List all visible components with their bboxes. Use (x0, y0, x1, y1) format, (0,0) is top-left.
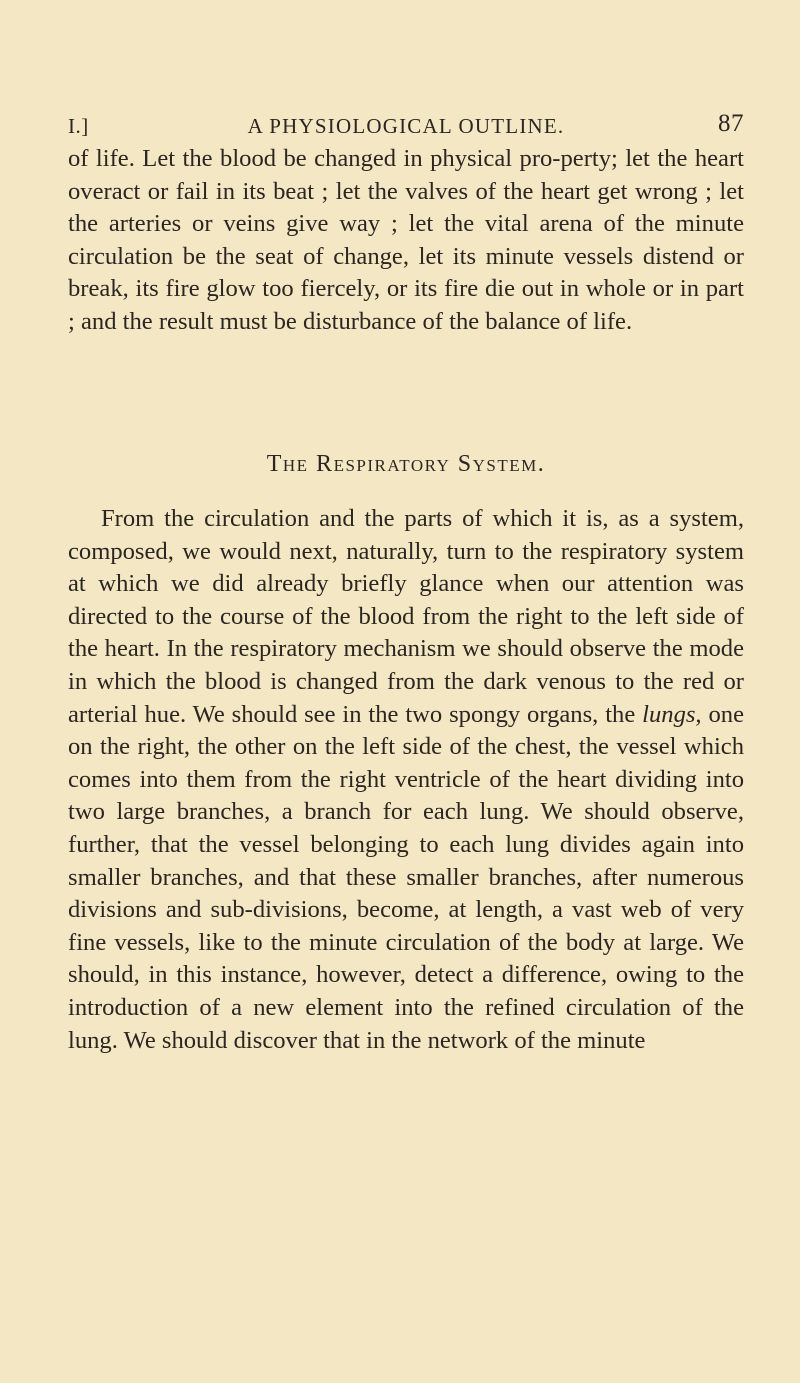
running-head (68, 110, 744, 140)
paragraph-text (68, 503, 744, 1057)
paragraph-text-after-italic: one on the right, the other on the left side of the chest, the vessel which comes into them from the right ventricle of the heart dividing into two large branches, a branch for each lung. We should observe, further, that the vessel belonging to each lung divides again into smaller branches, and that these smaller branches, after numerous divisions and sub-divisions, become, at length, a vast web of very fine vessels, like to the minute circulation of the body at large. We should, in this instance, however, detect a difference, owing to the introduction of a new element into the refined circulation of the lung. We should discover that in the network of the minute (68, 700, 744, 1054)
paragraph-continued (68, 143, 744, 339)
paragraph-respiratory (68, 503, 744, 1057)
running-title: A PHYSIOLOGICAL OUTLINE. (247, 114, 565, 138)
section-marker: I.] (68, 114, 89, 138)
paragraph-text-before-italic: From the circulation and the parts of which it is, as a system, composed, we would next, naturally, turn to the respiratory system at which we did already briefly glance when our attention was directed to the course of the blood from the right to the left side of the heart. In the respiratory mechanism we should observe the mode in which the blood is changed from the dark venous to the red or arterial hue. We should see in the two spongy organs, the (68, 505, 744, 728)
section-heading: The Respiratory System. (266, 451, 546, 477)
italic-term-lungs: lungs, (642, 700, 702, 728)
page-number: 87 (718, 110, 744, 137)
paragraph-text: of life. Let the blood be changed in physical pro-perty; let the heart overact or fail in its beat ; let the valves of the heart get wrong ; let the arteries or veins give way ; let the vital arena of the minute circulation be the seat of change, let its minute vessels distend or break, its fire glow too fiercely, or its fire die out in whole or in part ; and the result must be disturbance of the balance of life. (68, 145, 744, 335)
